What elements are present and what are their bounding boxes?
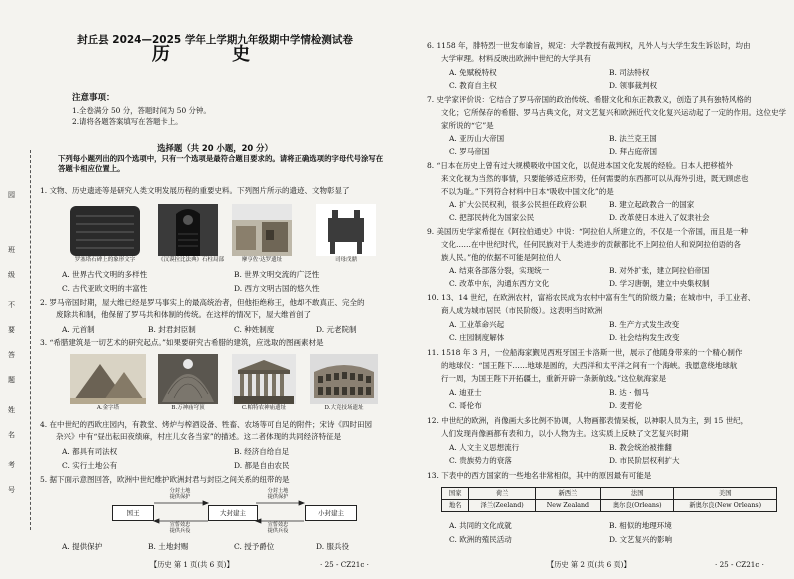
q11-stem-line: 11. 1518 年 3 月，一位船海家觐见西班牙国王卡洛斯一世，展示了他随身带来的一个精心制作 [427,348,743,357]
q1-option-c[interactable]: C. 古代亚欧文明的丰富性 [62,284,148,293]
q6-option-a[interactable]: A. 免赋税特权 [449,68,497,77]
section-heading: 选择题（共 20 小题，20 分） [157,143,273,153]
pantheon-dome-image[interactable] [158,354,218,411]
q11-option-d[interactable]: D. 麦哲伦 [609,401,643,410]
q8-option-d[interactable]: D. 改革使日本进入了奴隶社会 [609,213,710,222]
table-cell: 新西兰 [535,488,600,500]
q8-option-b[interactable]: B. 建立起政教合一的国家 [609,200,695,209]
q12-option-c[interactable]: C. 贵族势力的衰落 [449,456,512,465]
exam-page-2 [397,0,794,579]
q8-stem-line: 不以为耻。”下列符合材料中日本“吸收中国文化”的是 [441,187,614,196]
seal-char: 班 [8,246,15,254]
page-footer: 【历史 第 2 页(共 6 页)】 [547,560,631,569]
diagram-label-down [160,522,200,534]
q5-option-d[interactable]: D. 服兵役 [316,542,350,551]
notice-item: 1.全卷满分 50 分，答题时间为 50 分钟。 [72,106,211,115]
q10-option-c[interactable]: C. 庄园制度解体 [449,333,505,342]
q1-caption: 罗塞塔石碑上的象形文字 [74,257,136,263]
q13-option-d[interactable]: D. 文艺复兴的影响 [609,535,673,544]
q10-option-a[interactable]: A. 工业革命兴起 [449,320,505,329]
q11-option-a[interactable]: A. 迪亚士 [449,388,482,397]
q12-stem-line: 人们发现肖像画都有表和力，以小人物为主。这实质上反映了文艺复兴时期 [441,429,689,438]
q3-option-c-caption: C.帕特农神庙遗址 [241,405,287,411]
q8-stem-line: 8. “日本在历史上曾有过大规模吸收中国文化，以促进本国文化发展的经验。日本人把移植外 [427,161,733,170]
q4-stem-line: 4. 在中世纪的西欧庄园内，有教堂、烤炉与榨酒设备、牲畜、农场等可自足的附件；宋诗《四时田园 [40,420,373,429]
q8-option-c[interactable]: C. 把部民转化为国家公民 [449,213,535,222]
diagram-label-up [160,488,200,500]
q1-option-d[interactable]: D. 西方文明古国的悠久性 [234,284,320,293]
seal-line-strip [6,150,31,530]
q5-option-b[interactable]: B. 土地封赐 [148,542,189,551]
q5-option-c[interactable]: C. 授予爵位 [234,542,275,551]
q11-option-b[interactable]: B. 达 · 伽马 [609,388,649,397]
q3-option-b-caption: B.万神庙穹顶 [171,405,205,411]
seal-char: 题 [8,376,15,384]
q10-option-b[interactable]: B. 生产方式发生改变 [609,320,680,329]
king-box: 国王 [112,505,154,521]
q9-stem-line: 文化……在中世纪时代，任何民族对于人类进步的贡献都比不上阿拉伯人和说阿拉伯语的各 [441,240,741,249]
q4-option-c[interactable]: C. 实行土地公有 [62,461,118,470]
q7-stem-line: 7. 史学家评价说：它结合了罗马帝国的政治传统、希腊文化和东正教教义，创造了具有独特风格的 [427,95,752,104]
table-row [442,488,777,500]
diagram-label-down [258,522,298,534]
q1-option-a[interactable]: A. 世界古代文明的多样性 [62,270,148,279]
table-cell: 地名 [442,500,469,512]
q6-option-b[interactable]: B. 司法特权 [609,68,650,77]
table-cell: 美国 [674,488,777,500]
q13-option-c[interactable]: C. 欧洲的殖民活动 [449,535,512,544]
q6-option-c[interactable]: C. 教育自主权 [449,81,497,90]
rosetta-stone-image [64,204,146,263]
q1-caption: 《汉谟拉比法典》石柱局部 [158,257,225,263]
q5-option-a[interactable]: A. 提供保护 [62,542,103,551]
label-line: 提供保护 [169,494,191,500]
q10-stem-line: 10. 13、14 世纪，在欧洲农村，富裕农民成为农村中富有生气的阶级力量；在城市中，手工业者、 [427,293,756,302]
seal-char: 号 [8,486,15,494]
q2-option-b[interactable]: B. 封君封臣制 [148,325,196,334]
q7-option-d[interactable]: D. 拜占庭帝国 [609,147,658,156]
q8-option-a[interactable]: A. 扩大公民权利，很多公民担任政府公职 [449,200,587,209]
q2-option-a[interactable]: A. 元首制 [62,325,95,334]
q13-stem: 13. 下表中的西方国家的一些地名非常相似，其中的原因最有可能是 [427,471,652,480]
exam-title: 封丘县 2024—2025 学年上学期九年级期中学情检测试卷 [77,34,353,46]
q10-option-d[interactable]: D. 社会结构发生改变 [609,333,680,342]
q12-stem-line: 12. 中世纪的欧洲，肖像画大多比例不协调，人物画都表情呆板，以神职人员为主，到 15 世纪， [427,416,749,425]
simuwu-ding-image [316,204,376,263]
q12-option-a[interactable]: A. 人文主义思想流行 [449,443,520,452]
q9-stem-line: 族人民。”他的依据不可能是阿拉伯人 [441,253,562,262]
parthenon-image[interactable] [232,354,296,411]
label-line: 分封土地 [267,488,289,494]
q13-option-a[interactable]: A. 共同的文化成就 [449,521,512,530]
label-line: 提供兵役 [267,528,289,534]
table-cell: 荷兰 [469,488,535,500]
q1-caption: 司母戊鼎 [334,257,357,263]
q6-stem-line: 大学审理。材料反映出欧洲中世纪的大学具有 [441,54,591,63]
seal-char: 考 [8,461,15,469]
table-row [442,500,777,512]
q4-option-d[interactable]: D. 都是自由农民 [234,461,290,470]
q1-caption: 摩亨佐·达罗遗址 [241,257,283,263]
seal-char: 级 [8,271,15,279]
q9-option-a[interactable]: A. 结束各部落分裂，实现统一 [449,266,550,275]
seal-char: 要 [8,326,15,334]
q4-option-a[interactable]: A. 都具有司法权 [62,447,118,456]
hammurabi-stele-image [158,204,225,263]
q2-stem-line: 废除共和制，他保留了罗马共和体制的传统。在这样的情况下，屋大维首创了 [56,310,311,319]
q6-option-d[interactable]: D. 领事裁判权 [609,81,658,90]
q2-stem-line: 2. 罗马帝国时期，屋大维已经是罗马事实上的最高统治者，但他拒绝称王，他却不敢真正、完全的 [40,298,365,307]
q12-option-d[interactable]: D. 市民阶层权利扩大 [609,456,680,465]
q9-option-b[interactable]: B. 对外扩张，建立阿拉伯帝国 [609,266,710,275]
table-cell: 奥尔良(Orleans) [601,500,674,512]
place-names-table [441,487,777,512]
q5-stem: 5. 据下面示意图回答，欧洲中世纪维护欧洲封君与封臣之间关系的纽带的是 [40,475,290,484]
table-cell: New Zealand [535,500,600,512]
seal-char: 名 [8,431,15,439]
page-code: · 25 - CZ21c · [320,560,369,569]
label-line: 提供兵役 [169,528,191,534]
q2-option-d[interactable]: D. 元老院制 [316,325,357,334]
seal-char: 不 [8,301,15,309]
q9-stem-line: 9. 美国历史学家希提在《阿拉伯通史》中说：“阿拉伯人所建立的，不仅是一个帝国，而且是一种 [427,227,748,236]
q11-option-c[interactable]: C. 哥伦布 [449,401,482,410]
exam-subject: 历 史 [151,44,279,65]
colosseum-image[interactable] [310,354,378,411]
q7-stem-line: 家所说的“它”是 [441,121,494,130]
table-cell: 新奥尔良(New Orleans) [674,500,777,512]
q9-option-d[interactable]: D. 学习唐朝，建立中央集权制 [609,279,710,288]
q3-stem: 3. “希腊建筑是一切艺术的研究起点。”如果要研究古希腊的建筑，应选取的图画素材是 [40,338,324,347]
notice-item: 2.请将各题答案填写在答题卡上。 [72,117,183,126]
table-cell: 法国 [601,488,674,500]
label-line: 提供保护 [267,494,289,500]
q2-option-c[interactable]: C. 种姓制度 [234,325,275,334]
seal-char: 姓 [8,406,15,414]
q12-option-b[interactable]: B. 教会统治被推翻 [609,443,672,452]
q1-stem: 1. 文物、历史遗迹等是研究人类文明发展历程的重要史料。下列图片所示的遗迹、文物彰显了 [40,186,350,195]
q9-option-c[interactable]: C. 改革中东，沟通东西方文化 [449,279,550,288]
label-line: 分封土地 [169,488,191,494]
q4-stem-line: 杂兴》中有“昼出耘田夜绩麻，村庄儿女各当家”的描述。这二者体现的共同经济特征是 [56,432,342,441]
seal-char: 园 [8,191,15,199]
page-code: · 25 - CZ21c · [715,560,764,569]
q10-stem-line: 商人成为城市居民（市民阶级）。这表明当时欧洲 [441,306,603,315]
q7-option-b[interactable]: B. 法兰克王国 [609,134,657,143]
q8-stem-line: 来文化视为当然的事情，只要能够适应形势，任何需要的东西都可以从海外引进，既无顾虑也 [441,174,749,183]
q7-option-a[interactable]: A. 亚历山大帝国 [449,134,505,143]
seal-char: 答 [8,351,15,359]
table-cell: 国家 [442,488,469,500]
lesser-lord-box: 小封建主 [305,505,357,521]
q7-option-c[interactable]: C. 罗马帝国 [449,147,490,156]
q11-stem-line: 的地球仪：“国王陛下……地球是圆的，大西洋和太平洋之间有一个海峡。我愿意绕地球航 [441,361,738,370]
table-cell: 泽兰(Zeeland) [469,500,535,512]
q3-option-d-caption: D.大竞技场遗址 [324,405,364,411]
label-line: 宣誓效忠 [267,522,289,528]
label-line: 宣誓效忠 [169,522,191,528]
q13-option-b[interactable]: B. 相似的地理环境 [609,521,672,530]
q11-stem-line: 行一周，为国王陛下开拓疆土，重新开辟一条新航线。”这位航海家是 [441,374,667,383]
section-intro: 下列每小题列出的四个选项中，只有一个选项是最符合题目要求的。请将正确选项的字母代号涂写在答题卡相应位置上。 [58,154,384,173]
pyramid-image[interactable] [70,354,146,411]
page-footer: 【历史 第 1 页(共 6 页)】 [150,560,234,569]
q4-option-b[interactable]: B. 经济自给自足 [234,447,290,456]
q3-option-a-caption: A.金字塔 [96,405,120,411]
mohenjo-daro-image [232,204,292,263]
great-lord-box: 大封建主 [208,505,258,521]
q1-option-b[interactable]: B. 世界文明交流的广泛性 [234,270,320,279]
q6-stem-line: 6. 1158 年，腓特烈一世发布谕旨，规定：大学教授有裁判权，凡外人与大学生发生诉讼时，均由 [427,41,751,50]
diagram-label-up [258,488,298,500]
q7-stem-line: 文化；它所保存的希腊、罗马古典文化，对文艺复兴和欧洲近代文化复兴运动起了一定的作用。这位史学 [441,108,786,117]
notice-heading: 注意事项： [72,93,115,103]
